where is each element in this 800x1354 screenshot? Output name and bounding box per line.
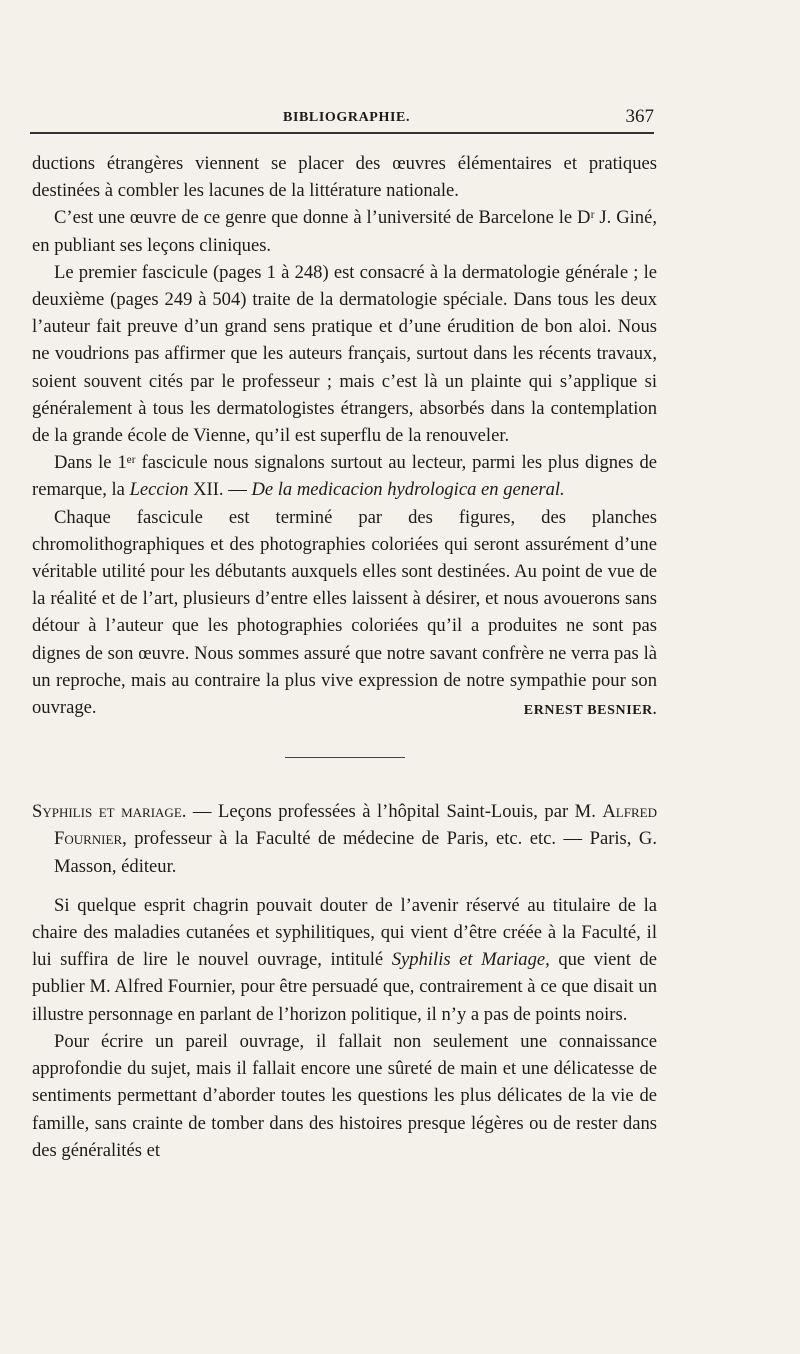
paragraph-text: Si quelque esprit chagrin pouvait douter de l’avenir réservé au titulaire de la chaire des maladies cutanées et syphilitiques, qui vient d’être créée à la Faculté, il lui suffira de lire le nouvel ouvrage, intitulé (32, 894, 657, 971)
running-head: BIBLIOGRAPHIE. (283, 110, 411, 125)
italic-title: Syphilis et Mariage, (391, 949, 550, 971)
paragraph: Le premier fascicule (pages 1 à 248) est consacré à la dermatologie générale ; le deuxième (pages 249 à 504) traite de la dermatologie spéciale. Dans tous les deux l’auteur fait preuve d’un grand sens pratique et d’une érudition de bon aloi. Nous ne voudrions pas affirmer que les auteurs français, surtout dans les récents travaux, soient souvent cités par le professeur ; mais c’est là un plainte qui s’applique si généralement à tous les dermatologistes étrangers, absorbés dans la contemplation de la grande école de Vienne, qu’il est superflu de la renouveler. (32, 261, 657, 447)
paragraph: Pour écrire un pareil ouvrage, il fallait non seulement une connaissance approfondie du sujet, mais il fallait encore une sûreté de main et une délicatesse de sentiments permettant d’aborder toutes les questions les plus délicates de la vie de famille, sans crainte de tomber dans des histoires presque légères ou de rester dans des généralités et (32, 1030, 657, 1161)
review-title-tail: , professeur à la Faculté de médecine de Paris, etc. etc. — Paris, G. Masson, éditeur. (54, 828, 657, 877)
page-header (30, 104, 654, 128)
header-rule (30, 132, 654, 134)
paragraph-text: Dans le 1ᵉʳ fascicule nous signalons surtout au lecteur, parmi les plus dignes de remarque, la (32, 452, 657, 501)
signature: ERNEST BESNIER. (523, 703, 657, 719)
italic-title: Leccion (129, 479, 189, 501)
review-author: Alfred Fournier (54, 801, 657, 850)
page-number: 367 (625, 106, 654, 127)
italic-title: De la medicacion hydrologica en general. (251, 479, 565, 501)
paragraph (32, 504, 657, 722)
review-heading (32, 798, 657, 880)
review-title: Syphilis et mariage. (32, 801, 187, 823)
section-divider (285, 757, 405, 758)
paragraph (32, 449, 657, 503)
paragraph-text: Chaque fascicule est terminé par des figures, des planches chromolithographiques et des photographies coloriées qui seront assurément d’une véritable utilité pour les débutants auxquels elles sont destinées. Au point de vue de la réalité et de l’art, plusieurs d’entre elles laissent à désirer, et nous avouerons sans détour à l’auteur que les photographies coloriées qu’il a produites ne sont pas dignes de son œuvre. Nous sommes assuré que notre savant confrère ne verra pas là un reproche, mais au contraire la plus vive expression de notre sympathie pour son ouvrage. (32, 506, 657, 719)
paragraph (32, 892, 657, 1028)
paragraph-text: XII. — (188, 479, 252, 501)
body-text (32, 150, 657, 1164)
paragraph-text: que vient de publier M. Alfred Fournier, pour être persuadé que, contrairement à ce que disait un illustre personnage en parlant de l’horizon politique, il n’y a pas de points noirs. (32, 949, 657, 1025)
paragraph: C’est une œuvre de ce genre que donne à l’université de Barcelone le Dʳ J. Giné, en publiant ses leçons cliniques. (32, 207, 657, 256)
review-title-rest: — Leçons professées à l’hôpital Saint-Louis, par M. (186, 801, 603, 823)
paragraph-continuation: ductions étrangères viennent se placer des œuvres élémentaires et pratiques destinées à combler les lacunes de la littérature nationale. (32, 153, 657, 202)
